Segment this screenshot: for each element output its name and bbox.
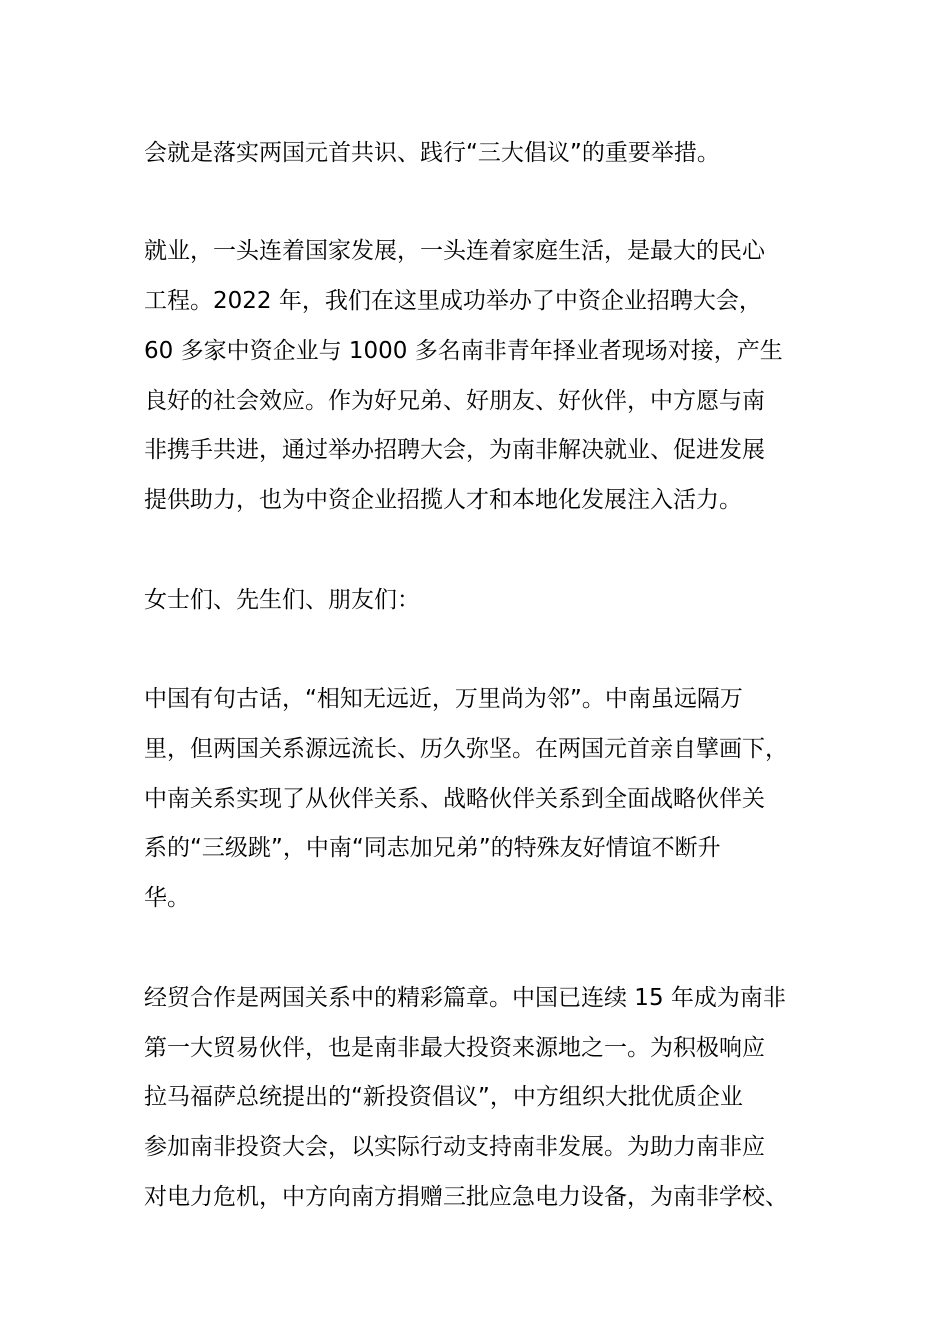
paragraph-3-line-1: 女士们、先生们、朋友们： bbox=[144, 587, 420, 613]
paragraph-2-line-6: 提供助力，也为中资企业招揽人才和本地化发展注入活力。 bbox=[144, 487, 742, 513]
paragraph-2-line-3: 60 多家中资企业与 1000 多名南非青年择业者现场对接，产生 bbox=[144, 338, 783, 364]
paragraph-2-line-1: 就业，一头连着国家发展，一头连着家庭生活，是最大的民心 bbox=[144, 238, 765, 264]
paragraph-5-line-3: 拉马福萨总统提出的“新投资倡议”，中方组织大批优质企业 bbox=[144, 1084, 743, 1110]
paragraph-2-line-2: 工程。2022 年，我们在这里成功举办了中资企业招聘大会， bbox=[144, 288, 762, 314]
paragraph-4-line-1: 中国有句古话，“相知无远近，万里尚为邻”。中南虽远隔万 bbox=[144, 686, 743, 712]
paragraph-5-line-1: 经贸合作是两国关系中的精彩篇章。中国已连续 15 年成为南非 bbox=[144, 985, 786, 1011]
paragraph-5-line-2: 第一大贸易伙伴，也是南非最大投资来源地之一。为积极响应 bbox=[144, 1035, 765, 1061]
paragraph-2-line-5: 非携手共进，通过举办招聘大会，为南非解决就业、促进发展 bbox=[144, 437, 765, 463]
paragraph-2-line-4: 良好的社会效应。作为好兄弟、好朋友、好伙伴，中方愿与南 bbox=[144, 388, 765, 414]
paragraph-1-line-1: 会就是落实两国元首共识、践行“三大倡议”的重要举措。 bbox=[144, 140, 720, 166]
paragraph-5-line-5: 对电力危机，中方向南方捐赠三批应急电力设备，为南非学校、 bbox=[144, 1184, 788, 1210]
paragraph-5-line-4: 参加南非投资大会，以实际行动支持南非发展。为助力南非应 bbox=[144, 1134, 765, 1160]
paragraph-4-line-4: 系的“三级跳”，中南“同志加兄弟”的特殊友好情谊不断升 bbox=[144, 835, 721, 861]
paragraph-4-line-3: 中南关系实现了从伙伴关系、战略伙伴关系到全面战略伙伴关 bbox=[144, 786, 765, 812]
paragraph-4-line-2: 里，但两国关系源远流长、历久弥坚。在两国元首亲自擘画下， bbox=[144, 736, 788, 762]
paragraph-4-line-5: 华。 bbox=[144, 885, 190, 911]
